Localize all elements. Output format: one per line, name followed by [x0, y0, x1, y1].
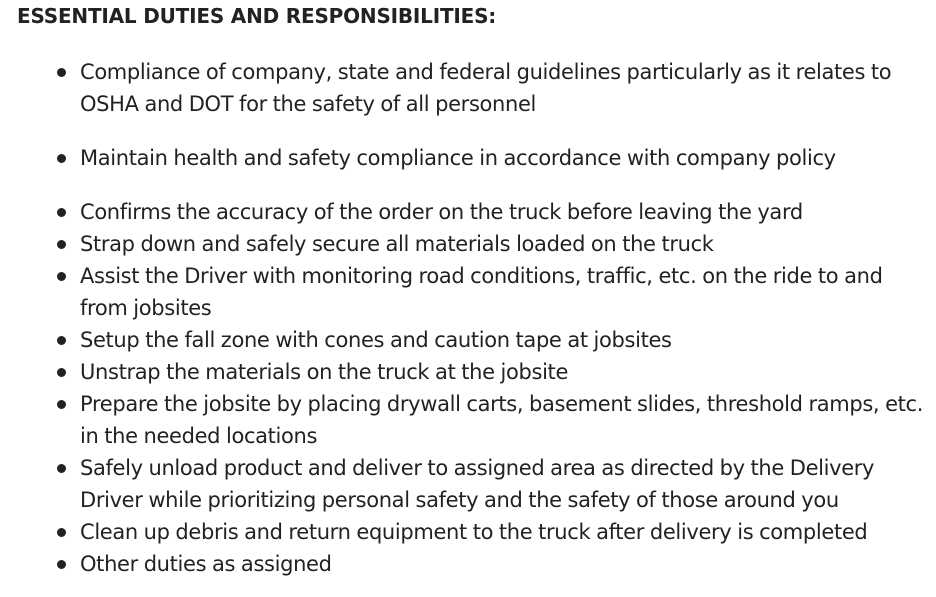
bullet-icon [57, 68, 66, 77]
bullet-icon [57, 528, 66, 537]
list-item [17, 260, 929, 324]
list-item-text: Setup the fall zone with cones and caution tape at jobsites [80, 328, 672, 352]
list-item-text: Prepare the jobsite by placing drywall carts, basement slides, threshold ramps, etc. in the needed locations [80, 392, 924, 448]
list-item-text: Unstrap the materials on the truck at the jobsite [80, 360, 569, 384]
list-item [17, 142, 929, 174]
bullet-icon [57, 464, 66, 473]
bullet-icon [57, 368, 66, 377]
list-item-text: Clean up debris and return equipment to the truck after delivery is completed [80, 520, 868, 544]
list-item-text: Safely unload product and deliver to assigned area as directed by the Delivery Driver while prioritizing personal safety and the safety of those around you [80, 456, 875, 512]
bullet-icon [57, 400, 66, 409]
list-item [17, 388, 929, 452]
list-item-text: Assist the Driver with monitoring road conditions, traffic, etc. on the ride to and from jobsites [80, 264, 883, 320]
duties-list [17, 56, 929, 580]
bullet-icon [57, 154, 66, 163]
list-item [17, 356, 929, 388]
list-item-text: Confirms the accuracy of the order on the truck before leaving the yard [80, 200, 803, 224]
bullet-icon [57, 208, 66, 217]
bullet-icon [57, 272, 66, 281]
list-item [17, 516, 929, 548]
list-item [17, 56, 929, 120]
list-item-text: Maintain health and safety compliance in accordance with company policy [80, 146, 836, 170]
section-heading: ESSENTIAL DUTIES AND RESPONSIBILITIES: [17, 4, 497, 28]
bullet-icon [57, 240, 66, 249]
list-item-text: Strap down and safely secure all materials loaded on the truck [80, 232, 714, 256]
bullet-icon [57, 336, 66, 345]
list-item [17, 452, 929, 516]
list-item [17, 196, 929, 228]
list-item [17, 228, 929, 260]
duties-section [17, 2, 929, 580]
list-item [17, 324, 929, 356]
list-item-text: Other duties as assigned [80, 552, 332, 576]
list-item-text: Compliance of company, state and federal guidelines particularly as it relates to OSHA and DOT for the safety of all personnel [80, 60, 892, 116]
bullet-icon [57, 560, 66, 569]
list-item [17, 548, 929, 580]
